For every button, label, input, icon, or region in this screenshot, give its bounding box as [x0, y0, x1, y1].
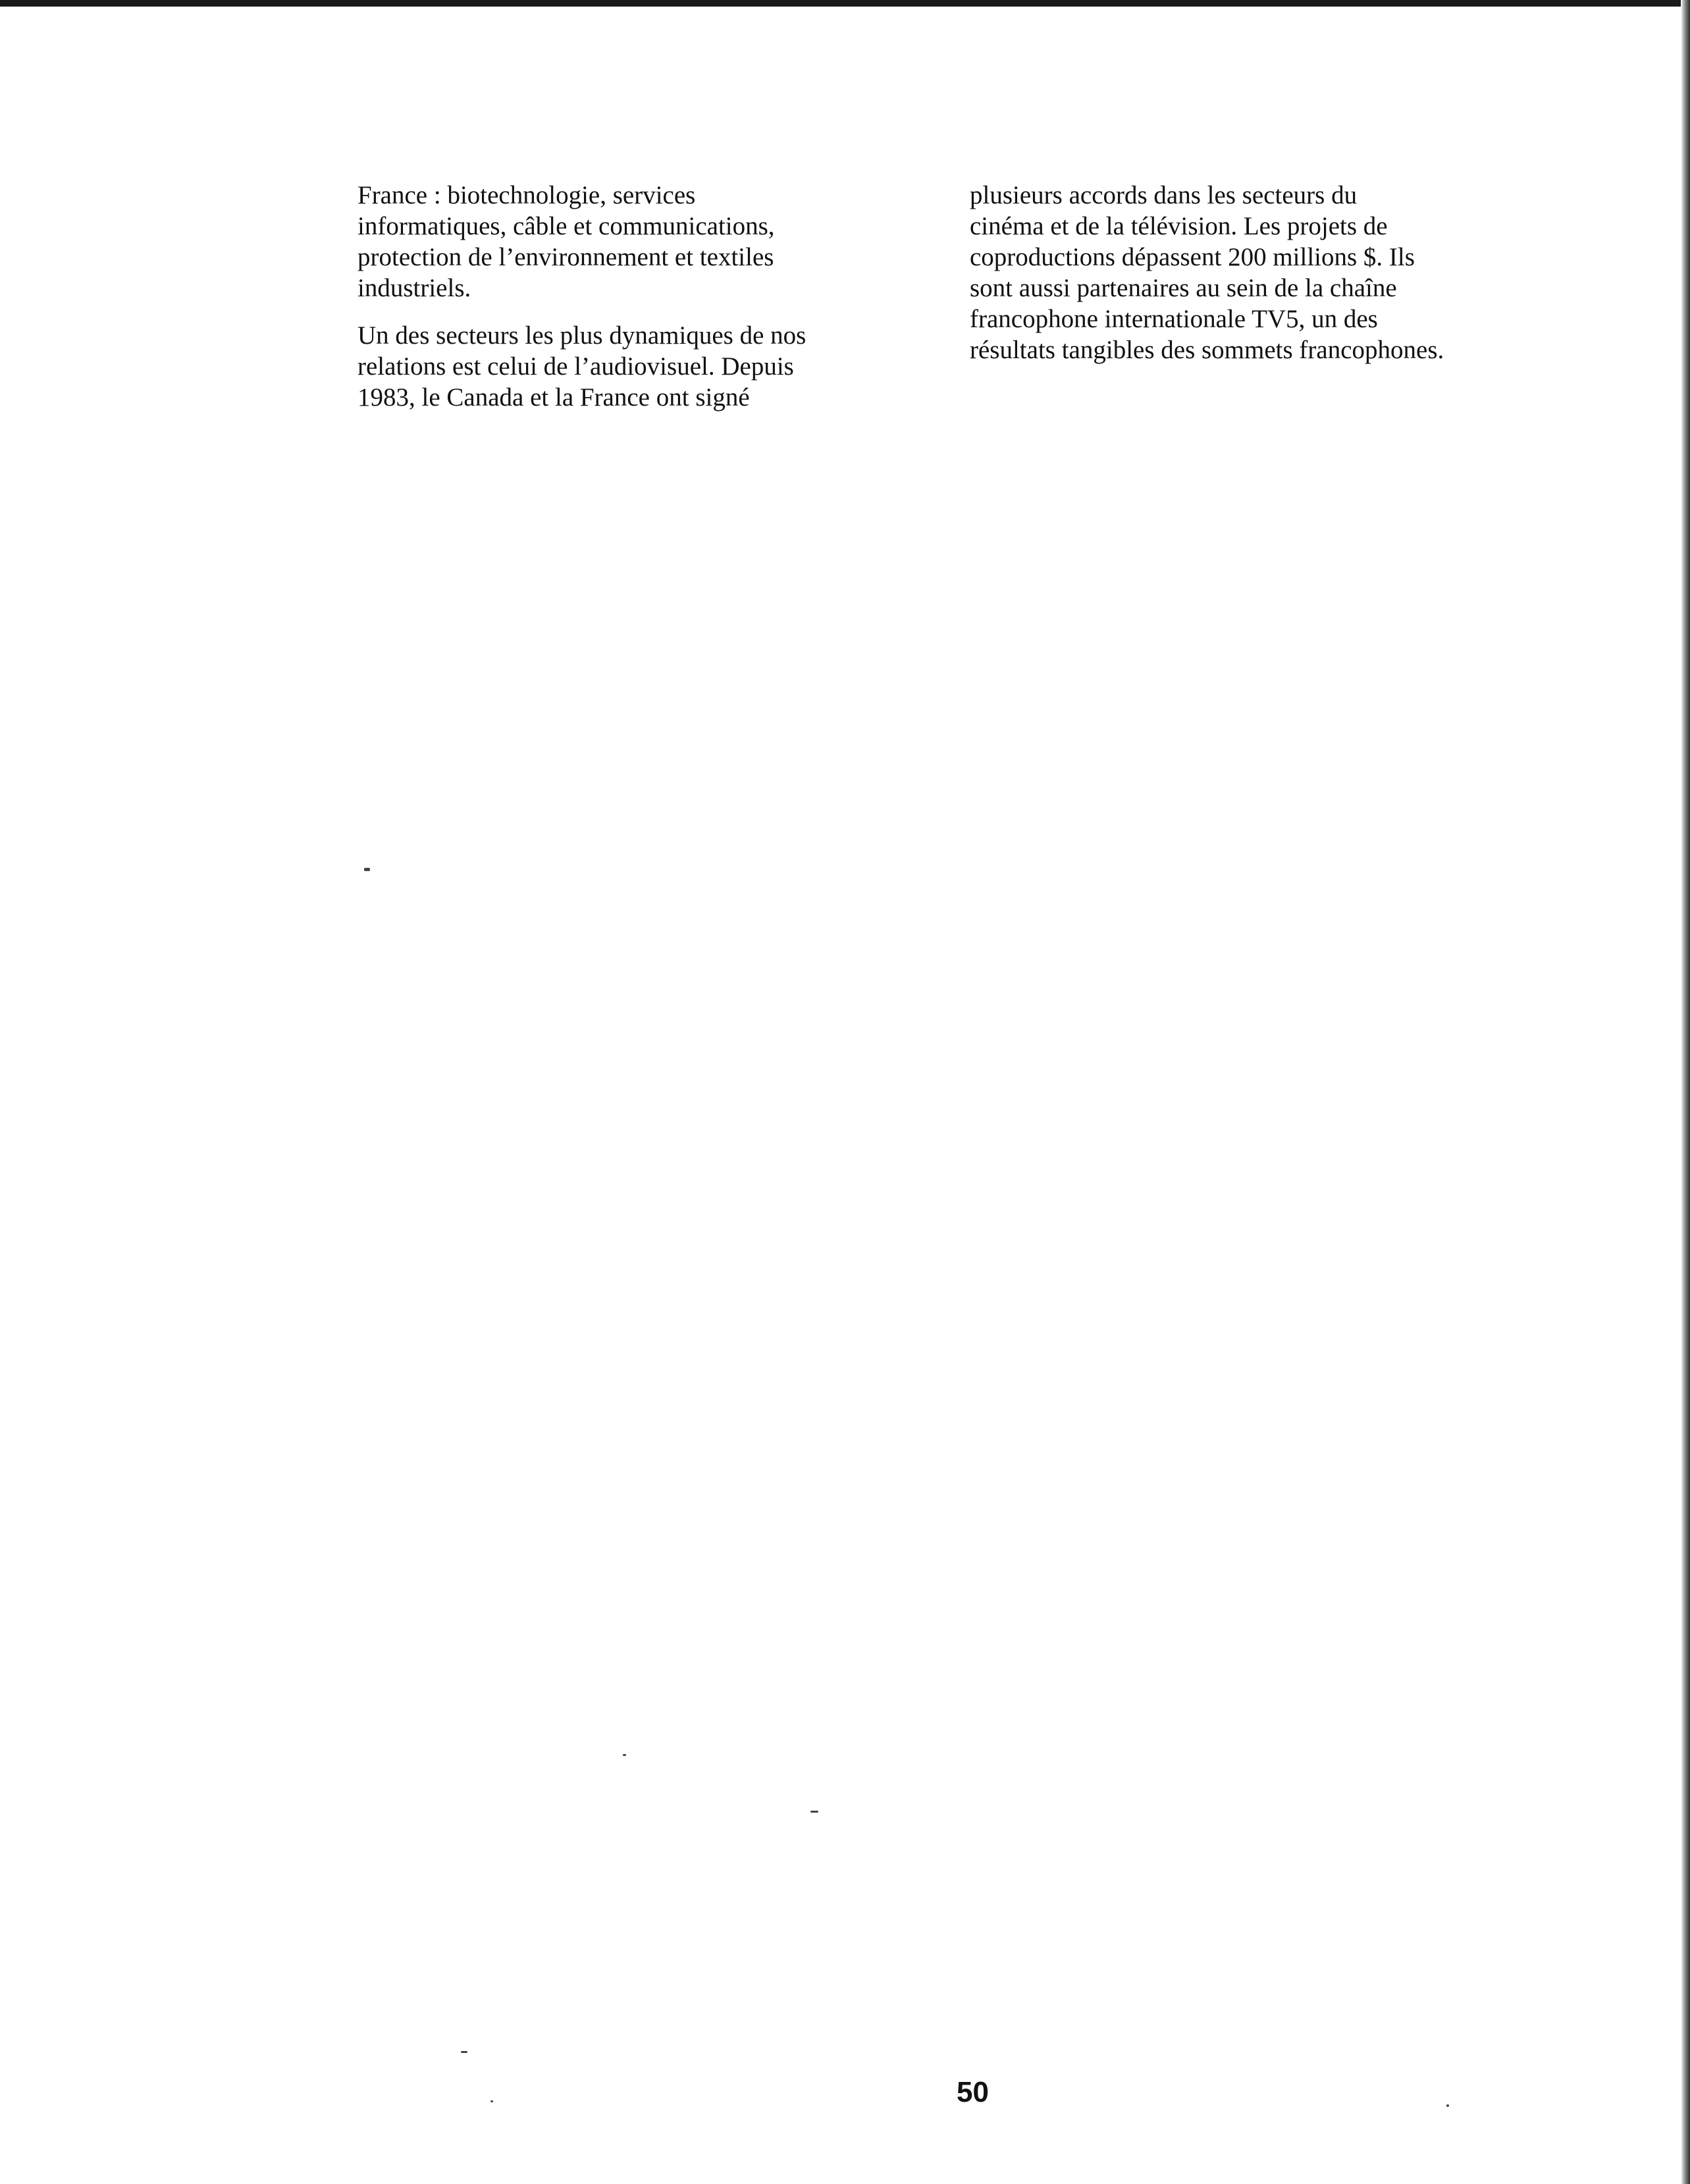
text-line: 1983, le Canada et la France ont signé — [357, 383, 750, 412]
text-line: industriels. — [357, 274, 471, 302]
text-line: France : biotechnologie, services — [357, 181, 696, 209]
scan-speck — [364, 868, 370, 871]
scan-speck — [461, 2051, 467, 2053]
text-line: résultats tangibles des sommets francophones. — [970, 336, 1444, 364]
text-line: cinéma et de la télévision. Les projets de — [970, 212, 1388, 240]
scan-speck — [490, 2100, 493, 2102]
text-line: coproductions dépassent 200 millions $. Ils — [970, 243, 1415, 271]
text-line: protection de l’environnement et textiles — [357, 243, 774, 271]
scan-speck — [810, 1811, 818, 1813]
text-line: sont aussi partenaires au sein de la chaîne — [970, 274, 1397, 302]
text-line: informatiques, câble et communications, — [357, 212, 775, 240]
page-number: 50 — [957, 2076, 989, 2108]
paragraph-agreements — [970, 180, 1510, 365]
paragraph-sectors — [357, 180, 871, 304]
text-line: Un des secteurs les plus dynamiques de nos — [357, 321, 806, 350]
right-scan-edge — [1681, 0, 1690, 2184]
text-line: francophone internationale TV5, un des — [970, 305, 1378, 333]
text-line: plusieurs accords dans les secteurs du — [970, 181, 1358, 209]
scan-speck — [623, 1754, 626, 1756]
paragraph-audiovisual — [357, 320, 871, 413]
right-column — [970, 180, 1510, 382]
top-scan-border — [0, 0, 1690, 7]
scan-speck — [1446, 2104, 1449, 2107]
left-column — [357, 180, 871, 429]
text-line: relations est celui de l’audiovisuel. Depuis — [357, 352, 794, 381]
